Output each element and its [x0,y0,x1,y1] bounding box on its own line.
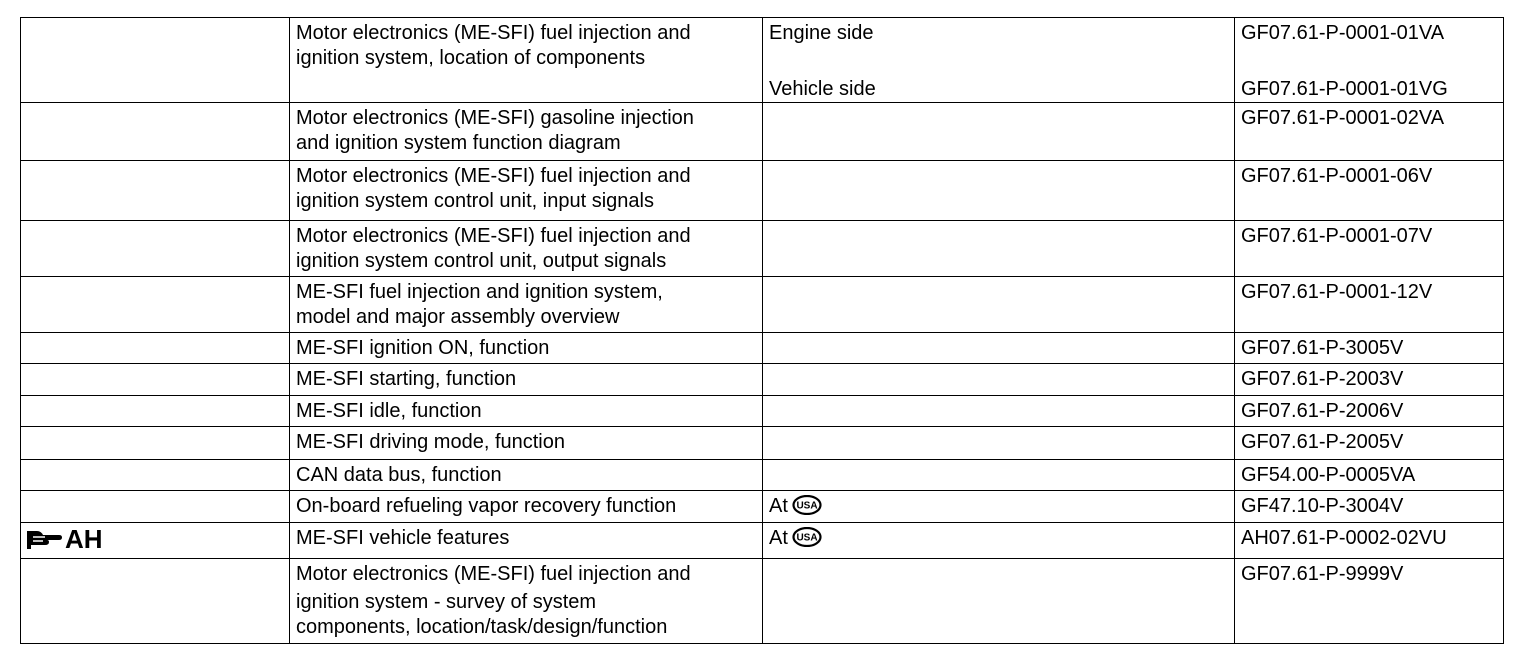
document-reference-link[interactable]: GF07.61-P-2006V [1241,400,1404,422]
title-line: Motor electronics (ME-SFI) fuel injection and [296,22,691,44]
title-line: ignition system control unit, input signals [296,190,654,212]
title-cell [290,523,763,559]
title-cell [290,559,763,644]
reference-cell [1235,18,1504,103]
usa-badge-icon [792,527,822,547]
svg-text:USA: USA [796,532,818,544]
title-line: On-board refueling vapor recovery function [296,495,677,517]
table-row [21,427,1504,460]
reference-cell [1235,277,1504,333]
mark-cell [21,460,290,491]
title-line: ME-SFI ignition ON, function [296,337,550,359]
mark-cell [21,18,290,103]
note-text: Vehicle side [769,78,876,100]
table-row [21,221,1504,277]
note-cell [763,333,1235,364]
mark-cell [21,364,290,396]
mark-cell [21,333,290,364]
reference-table [20,17,1504,644]
reference-cell [1235,396,1504,427]
title-line: model and major assembly overview [296,306,620,328]
document-reference-link[interactable]: GF54.00-P-0005VA [1241,464,1416,486]
title-cell [290,103,763,161]
title-line: Motor electronics (ME-SFI) fuel injection and [296,165,691,187]
table-row [21,460,1504,491]
note-cell [763,364,1235,396]
reference-cell [1235,491,1504,523]
table-row [21,491,1504,523]
title-line: ME-SFI starting, function [296,368,517,390]
reference-table-body [21,18,1504,644]
title-line: Motor electronics (ME-SFI) fuel injection and [296,563,691,585]
table-row [21,333,1504,364]
title-cell [290,18,763,103]
title-cell [290,364,763,396]
title-line: and ignition system function diagram [296,132,621,154]
note-cell [763,396,1235,427]
title-line: Motor electronics (ME-SFI) gasoline injection [296,107,694,129]
table-row [21,559,1504,644]
reference-cell [1235,364,1504,396]
note-cell [763,277,1235,333]
table-row [21,161,1504,221]
mark-cell [21,523,290,559]
mark-cell [21,559,290,644]
ah-marker-label: AH [65,524,103,554]
title-cell [290,161,763,221]
reference-cell [1235,221,1504,277]
table-row [21,103,1504,161]
document-reference-link[interactable]: GF07.61-P-0001-01VG [1241,78,1448,100]
table-row [21,523,1504,559]
ah-marker [25,526,103,552]
title-cell [290,277,763,333]
title-line: Motor electronics (ME-SFI) fuel injection and [296,225,691,247]
mark-cell [21,491,290,523]
mark-cell [21,221,290,277]
note-cell [763,161,1235,221]
note-cell [763,221,1235,277]
title-line: ignition system - survey of system [296,591,597,613]
note-text: At [769,527,788,549]
title-cell [290,221,763,277]
reference-cell [1235,103,1504,161]
reference-cell [1235,161,1504,221]
title-line: ME-SFI idle, function [296,400,482,422]
title-line: CAN data bus, function [296,464,502,486]
document-reference-link[interactable]: GF07.61-P-0001-02VA [1241,107,1445,129]
note-cell [763,427,1235,460]
note-cell [763,559,1235,644]
title-line: components, location/task/design/function [296,616,668,638]
document-reference-link[interactable]: GF47.10-P-3004V [1241,495,1404,517]
document-reference-link[interactable]: GF07.61-P-2003V [1241,368,1404,390]
note-cell [763,103,1235,161]
document-reference-link[interactable]: GF07.61-P-0001-07V [1241,225,1433,247]
pointing-hand-icon [25,527,63,551]
reference-cell [1235,333,1504,364]
title-cell [290,427,763,460]
title-line: ME-SFI vehicle features [296,527,510,549]
note-text: Engine side [769,22,874,44]
note-text: At [769,495,788,517]
note-cell [763,18,1235,103]
title-line: ignition system control unit, output signals [296,250,667,272]
title-line: ignition system, location of components [296,47,646,69]
document-reference-link[interactable]: GF07.61-P-2005V [1241,431,1404,453]
table-row [21,18,1504,103]
note-cell [763,460,1235,491]
title-cell [290,460,763,491]
title-line: ME-SFI fuel injection and ignition system, [296,281,663,303]
usa-badge-icon [792,495,822,515]
document-reference-link[interactable]: AH07.61-P-0002-02VU [1241,527,1447,549]
document-reference-link[interactable]: GF07.61-P-9999V [1241,563,1404,585]
table-row [21,396,1504,427]
title-line: ME-SFI driving mode, function [296,431,565,453]
title-cell [290,333,763,364]
mark-cell [21,427,290,460]
title-cell [290,491,763,523]
reference-cell [1235,523,1504,559]
svg-text:USA: USA [796,500,818,512]
mark-cell [21,396,290,427]
table-row [21,277,1504,333]
document-reference-link[interactable]: GF07.61-P-3005V [1241,337,1404,359]
mark-cell [21,161,290,221]
document-reference-link[interactable]: GF07.61-P-0001-06V [1241,165,1433,187]
note-cell [763,491,1235,523]
table-row [21,364,1504,396]
mark-cell [21,103,290,161]
reference-cell [1235,460,1504,491]
mark-cell [21,277,290,333]
title-cell [290,396,763,427]
reference-cell [1235,427,1504,460]
document-reference-link[interactable]: GF07.61-P-0001-01VA [1241,22,1445,44]
document-reference-link[interactable]: GF07.61-P-0001-12V [1241,281,1433,303]
note-cell [763,523,1235,559]
reference-cell [1235,559,1504,644]
